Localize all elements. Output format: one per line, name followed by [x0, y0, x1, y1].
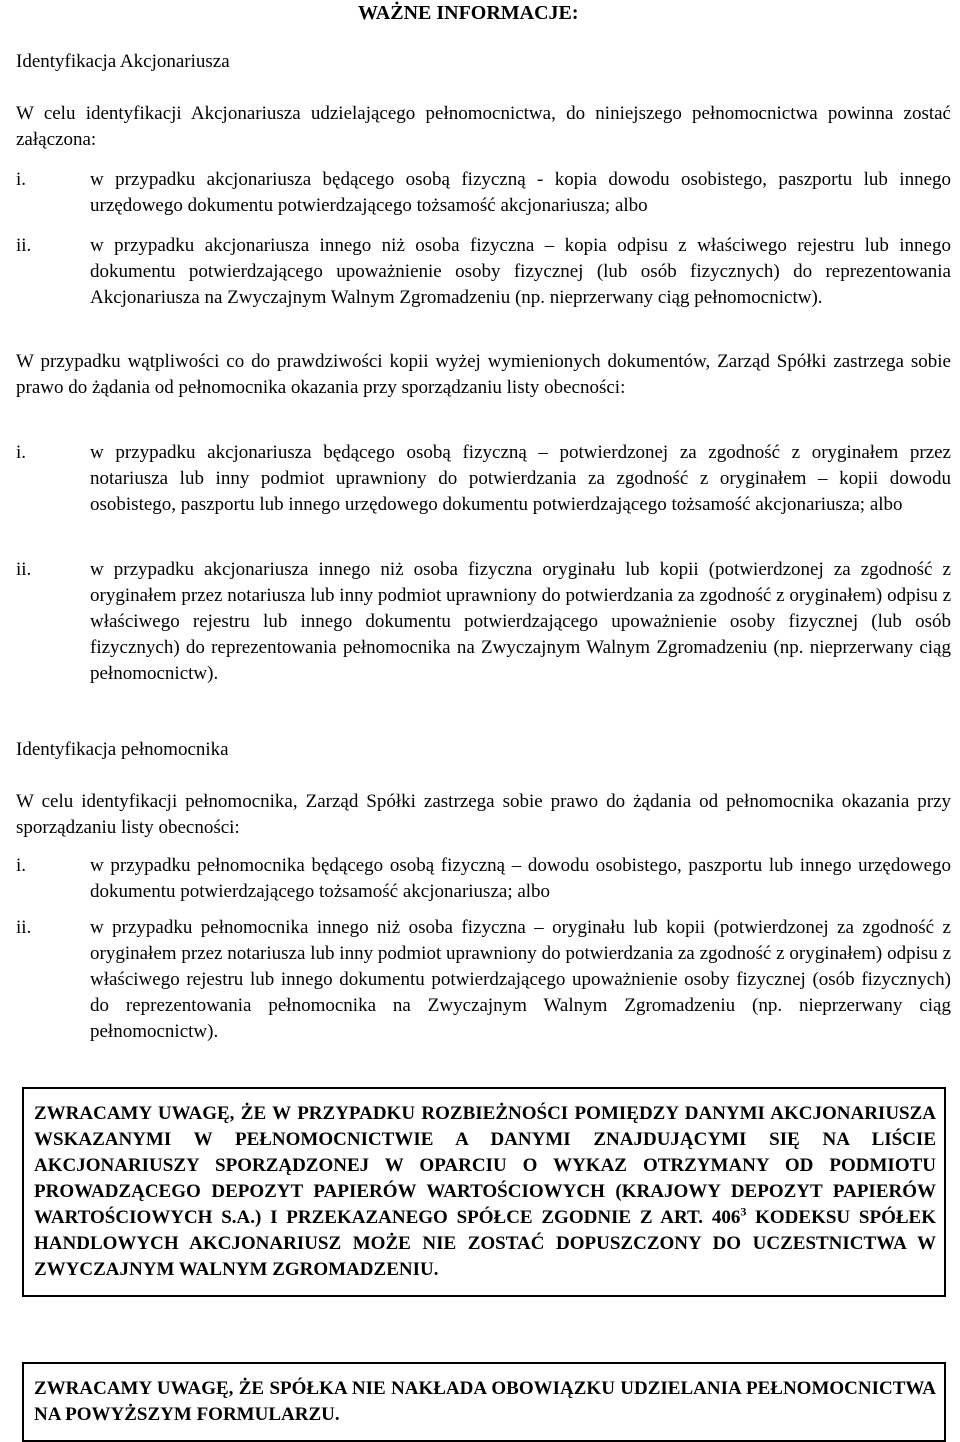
article-superscript: 3 — [740, 1204, 747, 1219]
list-item-number: i. — [16, 855, 27, 876]
form-notice-box — [22, 1362, 946, 1442]
list-item — [16, 233, 951, 311]
section-heading-shareholder: Identyfikacja Akcjonariusza — [16, 51, 230, 72]
list-item-text: w przypadku pełnomocnika innego niż osoba fizyczna – oryginału lub kopii (potwierdzonej za zgodność z oryginałem przez notariusza lub inny podmiot uprawniony do potwierdzania za zgodność z oryginałem) odpisu z właściwego rejestru lub innego dokumentu potwierdzającego upoważnienie osoby fizycznej (osób fizycznych) do reprezentowania pełnomocnika na Zwyczajnym Walnym Zgromadzeniu (np. nieprzerwany ciąg pełnomocnictw). — [90, 917, 951, 1042]
warning-notice-text: ZWRACAMY UWAGĘ, ŻE W PRZYPADKU ROZBIEŻNOŚCI POMIĘDZY DANYMI AKCJONARIUSZA WSKAZANYMI W PEŁNOMOCNICTWIE A DANYMI ZNAJDUJĄCYMI SIĘ NA LIŚCIE AKCJONARIUSZY SPORZĄDZONEJ W OPARCIU O WYKAZ OTRZYMANY OD PODMIOTU PROWADZĄCEGO DEPOZYT PAPIERÓW WARTOŚCIOWYCH (KRAJOWY DEPOZYT PAPIERÓW WARTOŚCIOWYCH S.A.) I PRZEKAZANEGO SPÓŁCE ZGODNIE Z ART. 406 — [34, 1103, 936, 1228]
list-item — [16, 853, 951, 905]
shareholder-intro-paragraph: W celu identyfikacji Akcjonariusza udzielającego pełnomocnictwa, do niniejszego pełnomocnictwa powinna zostać załączona: — [16, 103, 951, 150]
list-item-text: w przypadku akcjonariusza innego niż osoba fizyczna – kopia odpisu z właściwego rejestru lub innego dokumentu potwierdzającego upoważnienie osoby fizycznej (lub osób fizycznych) do reprezentowania Akcjonariusza na Zwyczajnym Walnym Zgromadzeniu (np. nieprzerwany ciąg pełnomocnictw). — [90, 235, 951, 308]
list-item-number: ii. — [16, 559, 32, 580]
list-item-number: ii. — [16, 917, 32, 938]
doubt-paragraph: W przypadku wątpliwości co do prawdziwości kopii wyżej wymienionych dokumentów, Zarząd Spółki zastrzega sobie prawo do żądania od pełnomocnika okazania przy sporządzaniu listy obecności: — [16, 351, 951, 398]
form-notice-text: ZWRACAMY UWAGĘ, ŻE SPÓŁKA NIE NAKŁADA OBOWIĄZKU UDZIELANIA PEŁNOMOCNICTWA NA POWYŻSZYM FORMULARZU. — [34, 1378, 936, 1425]
warning-notice-box — [22, 1087, 946, 1297]
section-heading-proxy: Identyfikacja pełnomocnika — [16, 739, 229, 760]
list-item — [16, 557, 951, 687]
list-item-text: w przypadku akcjonariusza innego niż osoba fizyczna oryginału lub kopii (potwierdzonej za zgodność z oryginałem przez notariusza lub inny podmiot uprawniony do potwierdzania za zgodność z oryginałem) odpisu z właściwego rejestru lub innego dokumentu potwierdzającego upoważnienie osoby fizycznej (lub osób fizycznych) do reprezentowania pełnomocnika na Zwyczajnym Walnym Zgromadzeniu (np. nieprzerwany ciąg pełnomocnictw). — [90, 559, 951, 684]
list-item-number: i. — [16, 442, 27, 463]
list-item — [16, 915, 951, 1045]
list-item — [16, 167, 951, 219]
list-item-text: w przypadku akcjonariusza będącego osobą fizyczną – potwierdzonej za zgodność z oryginałem przez notariusza lub inny podmiot uprawniony do potwierdzania za zgodność z oryginałem – kopii dowodu osobistego, paszportu lub innego urzędowego dokumentu potwierdzającego tożsamość akcjonariusza; albo — [90, 442, 951, 515]
warning-notice-text-continued: KODEKSU SPÓŁEK HANDLOWYCH AKCJONARIUSZ MOŻE NIE ZOSTAĆ DOPUSZCZONY DO UCZESTNICTWA W ZWYCZAJNYM WALNYM ZGROMADZENIU. — [34, 1207, 936, 1280]
page-title: WAŻNE INFORMACJE: — [358, 2, 579, 24]
list-item-number: i. — [16, 169, 27, 190]
list-item-text: w przypadku akcjonariusza będącego osobą fizyczną - kopia dowodu osobistego, paszportu lub innego urzędowego dokumentu potwierdzającego tożsamość akcjonariusza; albo — [90, 169, 951, 216]
list-item — [16, 440, 951, 518]
proxy-intro-paragraph: W celu identyfikacji pełnomocnika, Zarząd Spółki zastrzega sobie prawo do żądania od pełnomocnika okazania przy sporządzaniu listy obecności: — [16, 791, 951, 838]
list-item-number: ii. — [16, 235, 32, 256]
list-item-text: w przypadku pełnomocnika będącego osobą fizyczną – dowodu osobistego, paszportu lub innego urzędowego dokumentu potwierdzającego tożsamość akcjonariusza; albo — [90, 855, 951, 902]
